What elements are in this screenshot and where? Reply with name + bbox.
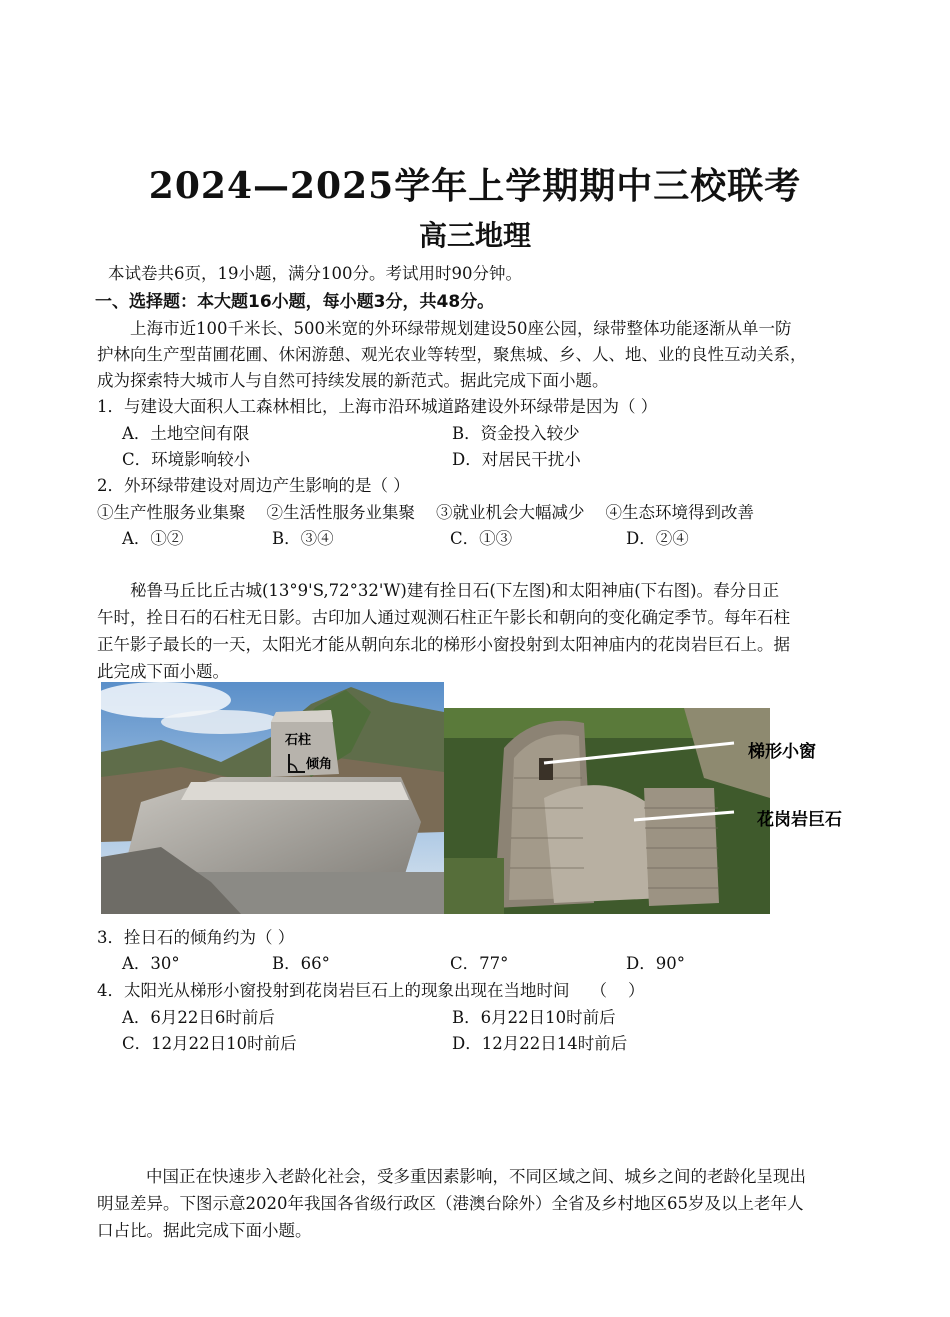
passage-line: 成为探索特大城市人与自然可持续发展的新范式。据此完成下面小题。 bbox=[97, 371, 609, 390]
option-c: C．①③ bbox=[450, 529, 513, 548]
option-c: C．环境影响较小 bbox=[122, 450, 251, 469]
passage-line: 明显差异。下图示意2020年我国各省级行政区（港澳台除外）全省及乡村地区65岁及以上老年人 bbox=[97, 1194, 804, 1213]
option-a: A．①② bbox=[122, 529, 184, 548]
option-b: B．6月22日10时前后 bbox=[452, 1008, 616, 1027]
sun-temple-photo bbox=[444, 708, 770, 914]
page-subtitle: 高三地理 bbox=[418, 219, 531, 252]
question-stem: 4．太阳光从梯形小窗投射到花岗岩巨石上的现象出现在当地时间 （ ） bbox=[97, 981, 645, 1000]
window-label: 梯形小窗 bbox=[748, 742, 816, 762]
passage-line: 上海市近100千米长、500米宽的外环绿带规划建设50座公园，绿带整体功能逐渐从单一防 bbox=[130, 319, 792, 338]
section-heading: 一、选择题：本大题16小题，每小题3分，共48分。 bbox=[95, 292, 495, 312]
option-b: B．③④ bbox=[272, 529, 334, 548]
passage-line: 正午影子最长的一天，太阳光才能从朝向东北的梯形小窗投射到太阳神庙内的花岗岩巨石上。据 bbox=[97, 635, 790, 654]
intihuatana-photo bbox=[101, 682, 444, 914]
intihuatana-illustration bbox=[101, 682, 444, 914]
passage-line: 秘鲁马丘比丘古城(13°9'S,72°32'W)建有拴日石(下左图)和太阳神庙(下右图)。春分日正 bbox=[130, 581, 780, 600]
angle-label: 倾角 bbox=[306, 757, 333, 772]
option-c: C．77° bbox=[450, 954, 509, 973]
sun-temple-illustration bbox=[444, 708, 770, 914]
option-b: B．资金投入较少 bbox=[452, 424, 580, 443]
option-d: D．12月22日14时前后 bbox=[452, 1034, 628, 1053]
passage-line: 中国正在快速步入老龄化社会，受多重因素影响，不同区域之间、城乡之间的老龄化呈现出 bbox=[146, 1167, 806, 1186]
exam-info: 本试卷共6页，19小题，满分100分。考试用时90分钟。 bbox=[108, 264, 522, 283]
option-d: D．②④ bbox=[626, 529, 689, 548]
option-d: D．对居民干扰小 bbox=[452, 450, 581, 469]
option-a: A．土地空间有限 bbox=[122, 424, 250, 443]
option-b: B．66° bbox=[272, 954, 330, 973]
rock-label: 花岗岩巨石 bbox=[757, 810, 842, 830]
question-items: ①生产性服务业集聚 ②生活性服务业集聚 ③就业机会大幅减少 ④生态环境得到改善 bbox=[97, 503, 754, 522]
page-title: 2024—2025学年上学期期中三校联考 bbox=[148, 165, 802, 207]
question-stem: 1．与建设大面积人工森林相比，上海市沿环城道路建设外环绿带是因为（ ） bbox=[97, 397, 658, 416]
passage-line: 此完成下面小题。 bbox=[97, 662, 229, 681]
option-d: D．90° bbox=[626, 954, 685, 973]
passage-line: 护林向生产型苗圃花圃、休闲游憩、观光农业等转型，聚焦城、乡、人、地、业的良性互动关系， bbox=[97, 345, 807, 364]
question-stem: 2．外环绿带建设对周边产生影响的是（ ） bbox=[97, 476, 410, 495]
option-c: C．12月22日10时前后 bbox=[122, 1034, 297, 1053]
option-a: A．6月22日6时前后 bbox=[122, 1008, 275, 1027]
question-stem: 3．拴日石的倾角约为（ ） bbox=[97, 928, 295, 947]
option-a: A．30° bbox=[122, 954, 180, 973]
passage-line: 口占比。据此完成下面小题。 bbox=[97, 1221, 312, 1240]
pillar-label: 石柱 bbox=[285, 733, 312, 748]
passage-line: 午时，拴日石的石柱无日影。古印加人通过观测石柱正午影长和朝向的变化确定季节。每年石柱 bbox=[97, 608, 790, 627]
